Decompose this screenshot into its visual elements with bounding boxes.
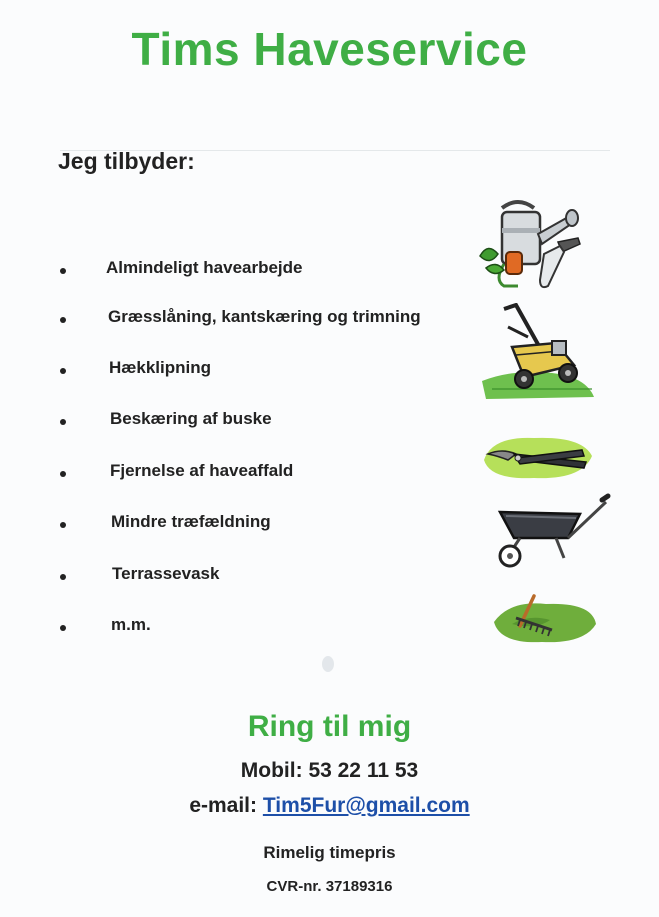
page-title: Tims Haveservice xyxy=(131,23,528,75)
paper-smudge xyxy=(322,656,334,672)
bullet-icon xyxy=(60,522,66,528)
rake-icon xyxy=(490,590,598,648)
mobile-label: Mobil: xyxy=(240,759,303,782)
list-item xyxy=(60,305,421,329)
service-label: Mindre træfældning xyxy=(111,512,271,531)
service-label: Græsslåning, kantskæring og trimning xyxy=(108,307,421,326)
list-item xyxy=(60,613,151,637)
service-label: Terrassevask xyxy=(112,564,220,583)
service-label: m.m. xyxy=(111,615,151,634)
list-item xyxy=(60,459,294,483)
pruning-shears-icon xyxy=(478,430,596,484)
service-label: Hækklipning xyxy=(109,358,212,377)
bullet-icon xyxy=(60,268,66,274)
service-label: Almindeligt havearbejde xyxy=(106,258,303,277)
list-item xyxy=(60,256,303,280)
email-link[interactable]: Tim5Fur@gmail.com xyxy=(262,794,470,817)
list-item xyxy=(60,407,272,431)
lawn-mower-icon xyxy=(482,303,594,407)
bullet-icon xyxy=(60,471,66,477)
list-item xyxy=(60,356,212,380)
bullet-icon xyxy=(60,625,66,631)
price-note: Rimelig timepris xyxy=(263,843,396,862)
list-item xyxy=(60,562,220,586)
mobile-line xyxy=(0,759,659,783)
mobile-number[interactable]: 53 22 11 53 xyxy=(308,759,419,782)
watering-can-icon xyxy=(474,194,586,294)
bullet-icon xyxy=(60,368,66,374)
service-label: Fjernelse af haveaffald xyxy=(110,461,294,480)
email-label: e-mail: xyxy=(189,794,258,817)
call-to-action: Ring til mig xyxy=(247,710,412,743)
services-heading: Jeg tilbyder: xyxy=(58,148,195,174)
service-label: Beskæring af buske xyxy=(110,409,272,428)
bullet-icon xyxy=(60,574,66,580)
cvr-number: CVR-nr. 37189316 xyxy=(266,878,393,895)
bullet-icon xyxy=(60,419,66,425)
bullet-icon xyxy=(60,317,66,323)
email-line xyxy=(0,794,659,818)
wheelbarrow-icon xyxy=(490,492,612,570)
list-item xyxy=(60,510,271,534)
